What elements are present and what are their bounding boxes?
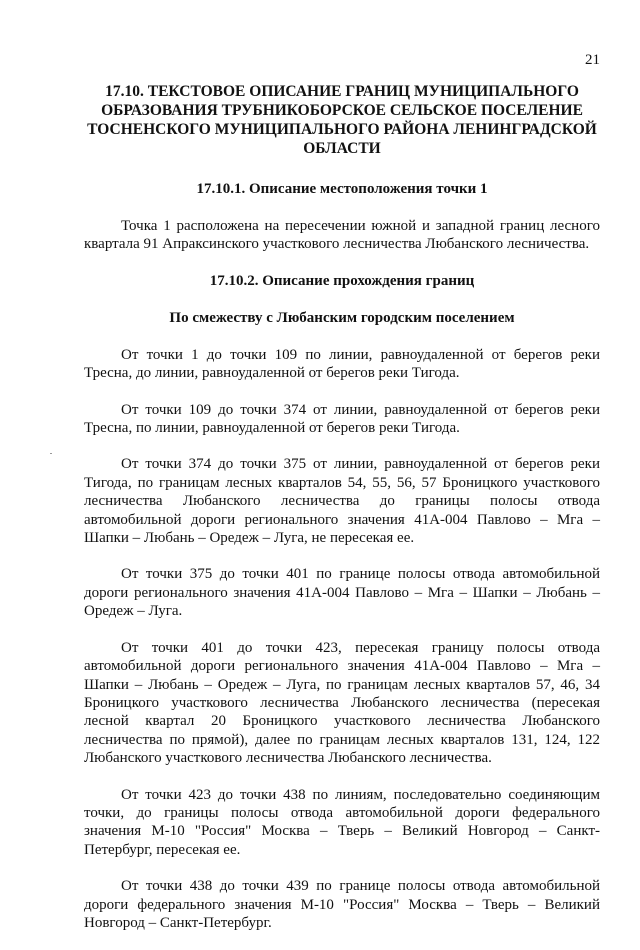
section-heading-location: 17.10.1. Описание местоположения точки 1	[196, 181, 488, 197]
paragraph-boundary: От точки 375 до точки 401 по границе полосы отвода автомобильной дороги регионального значения 41А-004 Павлово – Мга – Шапки – Любань – Оредеж – Луга.	[84, 566, 600, 620]
document-body	[84, 82, 600, 950]
paragraph-boundary: От точки 374 до точки 375 от линии, равноудаленной от берегов реки Тигода, по границам лесных кварталов 54, 55, 56, 57 Броницкого участкового лесничества Любанского лесничества до границы полосы отвода автомобильной дороги регионального значения 41А-004 Павлово – Мга – Шапки – Любань – Оредеж – Луга, не пересекая ее.	[84, 456, 600, 547]
section-heading-boundaries: 17.10.2. Описание прохождения границ	[209, 272, 475, 289]
page-number: 21	[585, 52, 600, 68]
margin-mark	[50, 453, 52, 454]
subheading-adjacency: По смежеству с Любанским городским поселением	[169, 309, 515, 326]
paragraph-boundary: От точки 423 до точки 438 по линиям, последовательно соединяющим точки, до границы полосы отвода автомобильной дороги федерального значения М-10 "Россия" Москва – Тверь – Великий Новгород – Санкт-Петербург, пересекая ее.	[84, 786, 600, 858]
paragraph-boundary: От точки 109 до точки 374 от линии, равноудаленной от берегов реки Тресна, по линии, равноудаленной от берегов реки Тигода.	[84, 401, 600, 437]
document-title: 17.10. ТЕКСТОВОЕ ОПИСАНИЕ ГРАНИЦ МУНИЦИПАЛЬНОГО ОБРАЗОВАНИЯ ТРУБНИКОБОРСКОЕ СЕЛЬСКОЕ ПОСЕЛЕНИЕ ТОСНЕНСКОГО МУНИЦИПАЛЬНОГО РАЙОНА ЛЕНИНГРАДСКОЙ ОБЛАСТИ	[87, 83, 597, 157]
paragraph-boundary: От точки 1 до точки 109 по линии, равноудаленной от берегов реки Тресна, до линии, равноудаленной от берегов реки Тигода.	[84, 346, 600, 382]
paragraph-boundary: От точки 401 до точки 423, пересекая границу полосы отвода автомобильной дороги регионального значения 41А-004 Павлово – Мга – Шапки – Любань – Оредеж – Луга, по границам лесных кварталов 57, 46, 34 Броницкого участкового лесничества Любанского лесничества (пересекая лесной квартал 20 Броницкого участкового лесничества Любанского лесничества по прямой), далее по границам лесных кварталов 131, 124, 122 Любанского участкового лесничества Любанского лесничества.	[84, 639, 600, 767]
paragraph-location: Точка 1 расположена на пересечении южной и западной границ лесного квартала 91 Апраксинского участкового лесничества Любанского лесничества.	[84, 218, 600, 253]
paragraph-boundary: От точки 438 до точки 439 по границе полосы отвода автомобильной дороги федерального значения М-10 "Россия" Москва – Тверь – Великий Новгород – Санкт-Петербург.	[84, 878, 600, 931]
